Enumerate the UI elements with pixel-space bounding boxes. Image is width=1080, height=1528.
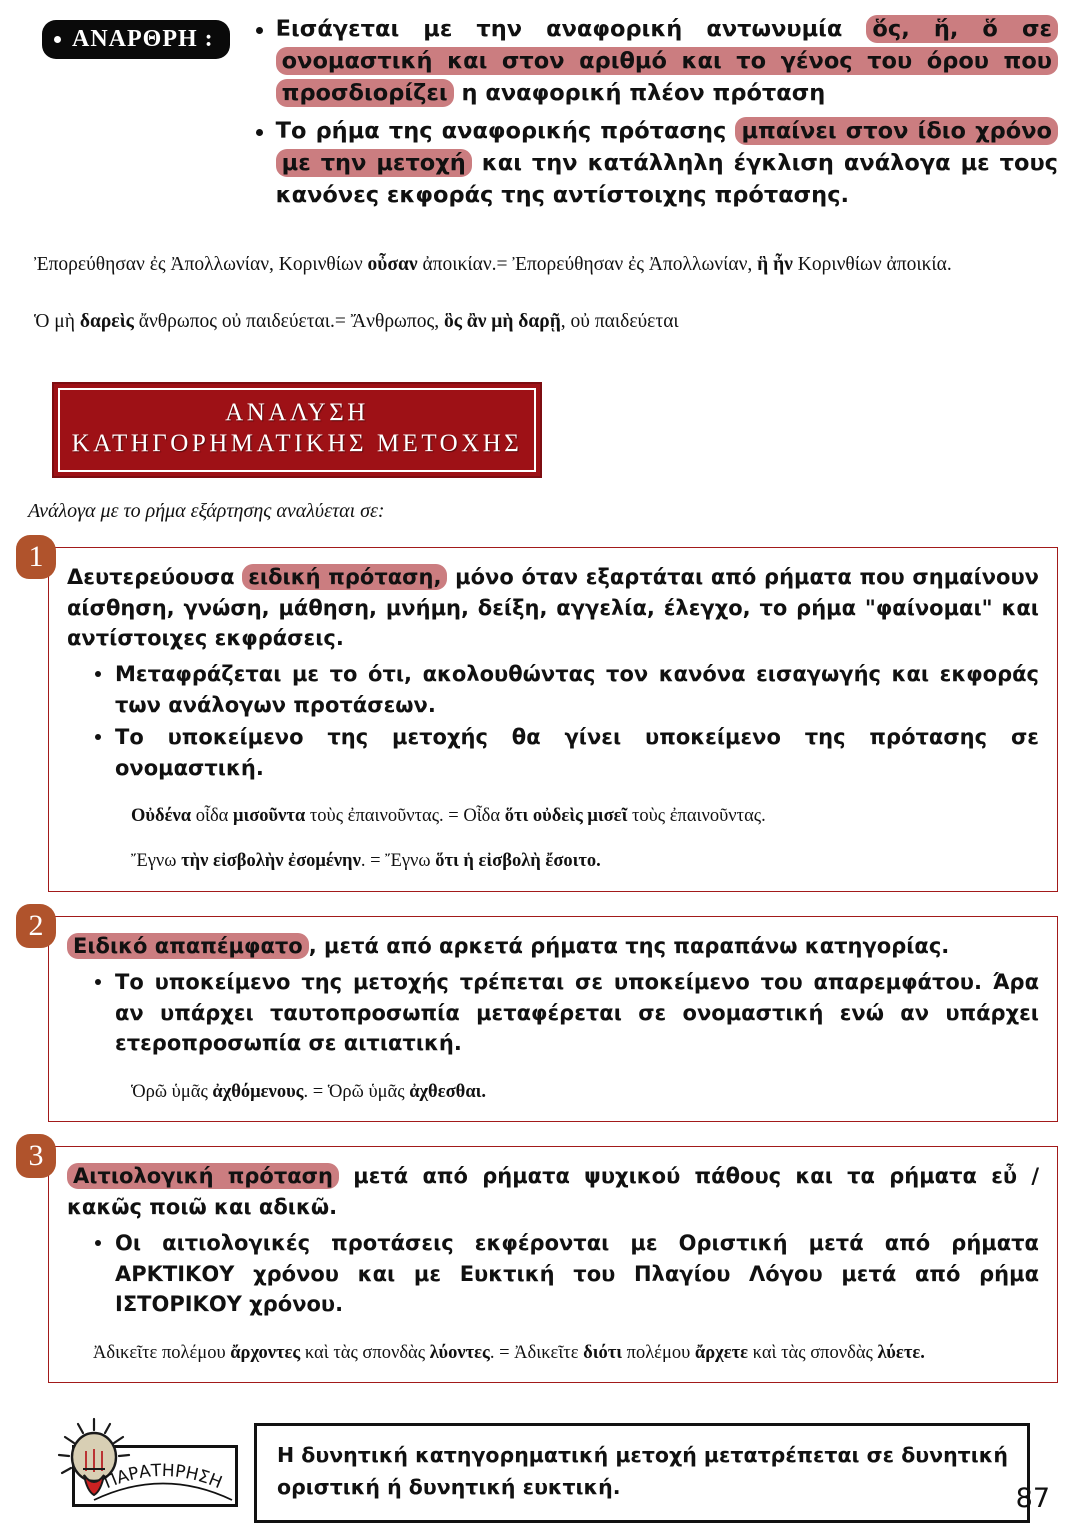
title-box	[52, 382, 542, 478]
list-item	[254, 14, 1058, 110]
anarthri-tag-label: ΑΝΑΡΘΡΗ :	[72, 26, 214, 52]
highlighted-phrase: ειδική πρόταση,	[242, 564, 447, 590]
greek-example-line: Ὁρῶ ὑμᾶς ἀχθόμενους. = Ὁρῶ ὑμᾶς ἀχθεσθαι.	[131, 1081, 487, 1102]
list-item: Το υποκείμενο της μετοχής θα γίνει υποκείμενο της πρότασης σε ονομαστική.	[93, 722, 1039, 783]
anarthri-bullet-list	[230, 14, 1058, 218]
highlighted-phrase: Αιτιολογική πρόταση	[67, 1163, 339, 1189]
numbered-section	[28, 908, 1058, 1123]
anarthri-tag	[42, 20, 230, 59]
text-run: μόνο όταν εξαρτάται από ρήματα που σημαίνουν αίσθηση, γνώση, μάθηση, μνήμη, δείξη, αγγελία, έλεγχο, το ρήμα "φαίνομαι" και αντίστοιχες εκφράσεις.	[67, 565, 1039, 650]
intro-line: Ανάλογα με το ρήμα εξάρτησης αναλύεται σε:	[28, 500, 385, 523]
greek-example-line: Οὐδένα οἶδα μισοῦντα τοὺς ἐπαινοῦντας. = Οἶδα ὅτι οὐδεὶς μισεῖ τοὺς ἐπαινοῦντας.	[131, 806, 766, 827]
observation-text-box	[254, 1423, 1030, 1523]
list-item	[254, 116, 1058, 212]
greek-example-line: Ἐπορεύθησαν ἐς Ἀπολλωνίαν, Κορινθίων οὖσαν ἀποικίαν.= Ἐπορεύθησαν ἐς Ἀπολλωνίαν, ἣ ἦν Κορινθίων ἀποικία.	[34, 253, 952, 275]
observation-text: Η δυνητική κατηγορηματική μετοχή μετατρέπεται σε δυνητική οριστική ή δυνητική ευκτική.	[277, 1443, 1008, 1500]
section-heading	[67, 562, 1039, 653]
section-heading	[67, 1161, 1039, 1222]
highlighted-phrase: ὅς, ἥ, ὅ σε ονομαστική και στον αριθμό και το γένος του όρου που προσδιορίζει	[276, 15, 1058, 107]
greek-example-line: Ἀδικεῖτε πολέμου ἄρχοντες καὶ τὰς σπονδὰς λύοντες. = Ἀδικεῖτε διότι πολέμου ἄρχετε καὶ τὰς σπονδὰς λύετε.	[93, 1342, 925, 1363]
section-bullet-list	[67, 967, 1039, 1058]
observation-badge	[50, 1417, 240, 1513]
title-box-inner	[58, 388, 536, 472]
section-number-badge: 2	[16, 904, 56, 948]
section-number-badge: 1	[16, 535, 56, 579]
list-item: Οι αιτιολογικές προτάσεις εκφέρονται με Οριστική μετά από ρήματα ΑΡΚΤΙΚΟΥ χρόνου και με Ευκτική του Πλαγίου Λόγου μετά από ρήμα ΙΣΤΟΡΙΚΟΥ χρόνου.	[93, 1228, 1039, 1319]
observation-label	[88, 1453, 238, 1501]
section-box	[48, 916, 1058, 1123]
page-number: 87	[1015, 1483, 1050, 1514]
svg-text:ΠΑΡΑΤΗΡΗΣΗ: ΠΑΡΑΤΗΡΗΣΗ	[101, 1461, 225, 1494]
text-run: , μετά από αρκετά ρήματα της παραπάνω κατηγορίας.	[308, 933, 950, 958]
text-run: Το ρήμα της αναφορικής πρότασης	[275, 117, 736, 144]
section-bullet-list	[67, 1228, 1039, 1319]
section-heading	[67, 931, 1039, 961]
text-run: η αναφορική πλέον πρόταση	[453, 79, 826, 106]
section-box	[48, 1146, 1058, 1383]
list-item: Μεταφράζεται με το ότι, ακολουθώντας τον κανόνα εισαγωγής και εκφοράς των ανάλογων προτάσεων.	[93, 659, 1039, 720]
section-bullet-list	[67, 659, 1039, 783]
numbered-section	[28, 1139, 1058, 1383]
text-run: Εισάγεται με την αναφορική αντωνυμία	[275, 16, 867, 42]
highlighted-phrase: Ειδικό απαπέμφατο	[67, 933, 309, 959]
title-line-1: ΑΝΑΛΥΣΗ	[225, 399, 369, 427]
title-line-2: ΚΑΤΗΓΟΡΗΜΑΤΙΚΗΣ ΜΕΤΟΧΗΣ	[71, 429, 523, 457]
section-number-badge: 3	[16, 1134, 56, 1178]
text-run: μετά από ρήματα ψυχικού πάθους και τα ρήματα εὖ / κακῶς ποιῶ και αδικῶ.	[67, 1164, 1039, 1219]
sections-container	[0, 540, 1080, 1383]
numbered-section	[28, 540, 1058, 892]
list-item: Το υποκείμενο της μετοχής τρέπεται σε υποκείμενο του απαρεμφάτου. Άρα αν υπάρχει ταυτοπροσωπία μεταφέρεται σε ονομαστική ενώ αν υπάρχει ετεροπροσωπία σε αιτιατική.	[93, 967, 1039, 1058]
text-run: και την κατάλληλη έγκλιση ανάλογα με τους κανόνες εκφοράς της αντίστοιχης πρότασης.	[275, 149, 1058, 208]
text-run: Δευτερεύουσα	[67, 565, 243, 590]
highlighted-phrase: μπαίνει στον ίδιο χρόνο με την μετοχή	[276, 117, 1058, 177]
observation-note	[50, 1417, 1030, 1523]
anarthri-block	[0, 0, 1080, 218]
greek-example-line: Ὁ μὴ δαρεὶς ἄνθρωπος οὐ παιδεύεται.= Ἄνθρωπος, ὃς ἂν μὴ δαρῇ, οὐ παιδεύεται	[34, 310, 679, 332]
section-box	[48, 547, 1058, 892]
greek-example-line: Ἔγνω τὴν εἰσβολὴν ἐσομένην. = Ἔγνω ὅτι ἡ εἰσβολὴ ἔσοιτο.	[131, 851, 601, 871]
bullet-dot-icon	[54, 36, 61, 43]
section-title	[52, 382, 1080, 478]
